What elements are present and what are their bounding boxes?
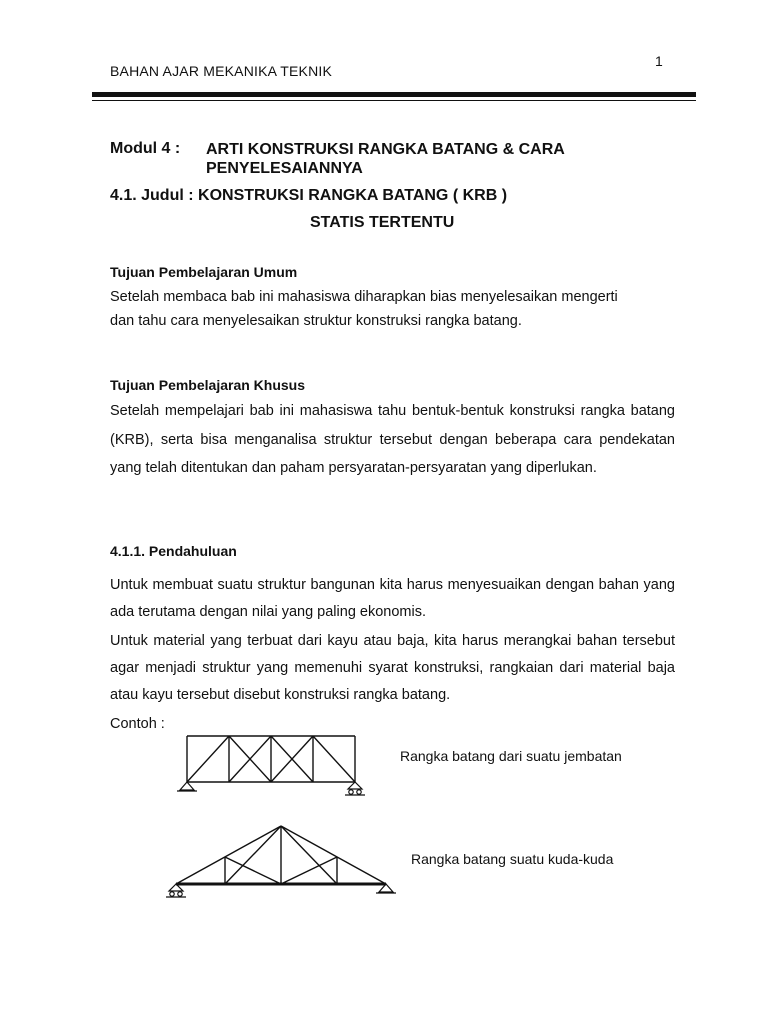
page-number: 1 [655, 53, 663, 69]
tujuan-umum-text: Setelah membaca bab ini mahasiswa diharapkan bias menyelesaikan mengerti dan tahu cara menyelesaikan struktur konstruksi rangka batang. [110, 289, 618, 329]
roof-truss-diagram [168, 822, 398, 907]
contoh-label: Contoh : [110, 716, 165, 732]
bridge-truss-diagram [175, 730, 385, 800]
pendahuluan-paragraph-2: Untuk material yang terbuat dari kayu atau baja, kita harus merangkai bahan tersebut agar menjadi struktur yang memenuhi syarat konstruksi, rangkaian dari material baja atau kayu tersebut disebut konstruksi rangka batang. [110, 633, 675, 703]
pendahuluan-heading: 4.1.1. Pendahuluan [110, 543, 237, 559]
header-rule-thin [92, 100, 696, 101]
pendahuluan-paragraph-1: Untuk membuat suatu struktur bangunan kita harus menyesuaikan dengan bahan yang ada terutama dengan nilai yang paling ekonomis. [110, 577, 675, 620]
section-title: 4.1. Judul : KONSTRUKSI RANGKA BATANG ( KRB ) [110, 187, 508, 204]
roof-figure-caption: Rangka batang suatu kuda-kuda [411, 851, 614, 867]
roller-support-left-icon [166, 884, 186, 897]
pin-support-left-icon [177, 782, 197, 791]
tujuan-khusus-text: Setelah mempelajari bab ini mahasiswa tahu bentuk-bentuk konstruksi rangka batang (KRB), serta bisa menganalisa struktur tersebut dengan beberapa cara pendekatan yang telah ditentukan dan paham persyaratan-persyaratan yang diperlukan. [110, 403, 675, 476]
tujuan-khusus-heading: Tujuan Pembelajaran Khusus [110, 377, 306, 393]
header-rule-thick [92, 92, 696, 97]
roller-support-right-icon [345, 782, 365, 795]
module-label: Modul 4 : [110, 140, 181, 157]
section-title-continued: STATIS TERTENTU [310, 214, 455, 231]
bridge-figure-caption: Rangka batang dari suatu jembatan [400, 748, 622, 764]
header-title: BAHAN AJAR MEKANIKA TEKNIK [110, 63, 333, 79]
tujuan-umum-heading: Tujuan Pembelajaran Umum [110, 264, 298, 280]
module-title: ARTI KONSTRUKSI RANGKA BATANG & CARA PENYELESAIANNYA [206, 141, 565, 177]
